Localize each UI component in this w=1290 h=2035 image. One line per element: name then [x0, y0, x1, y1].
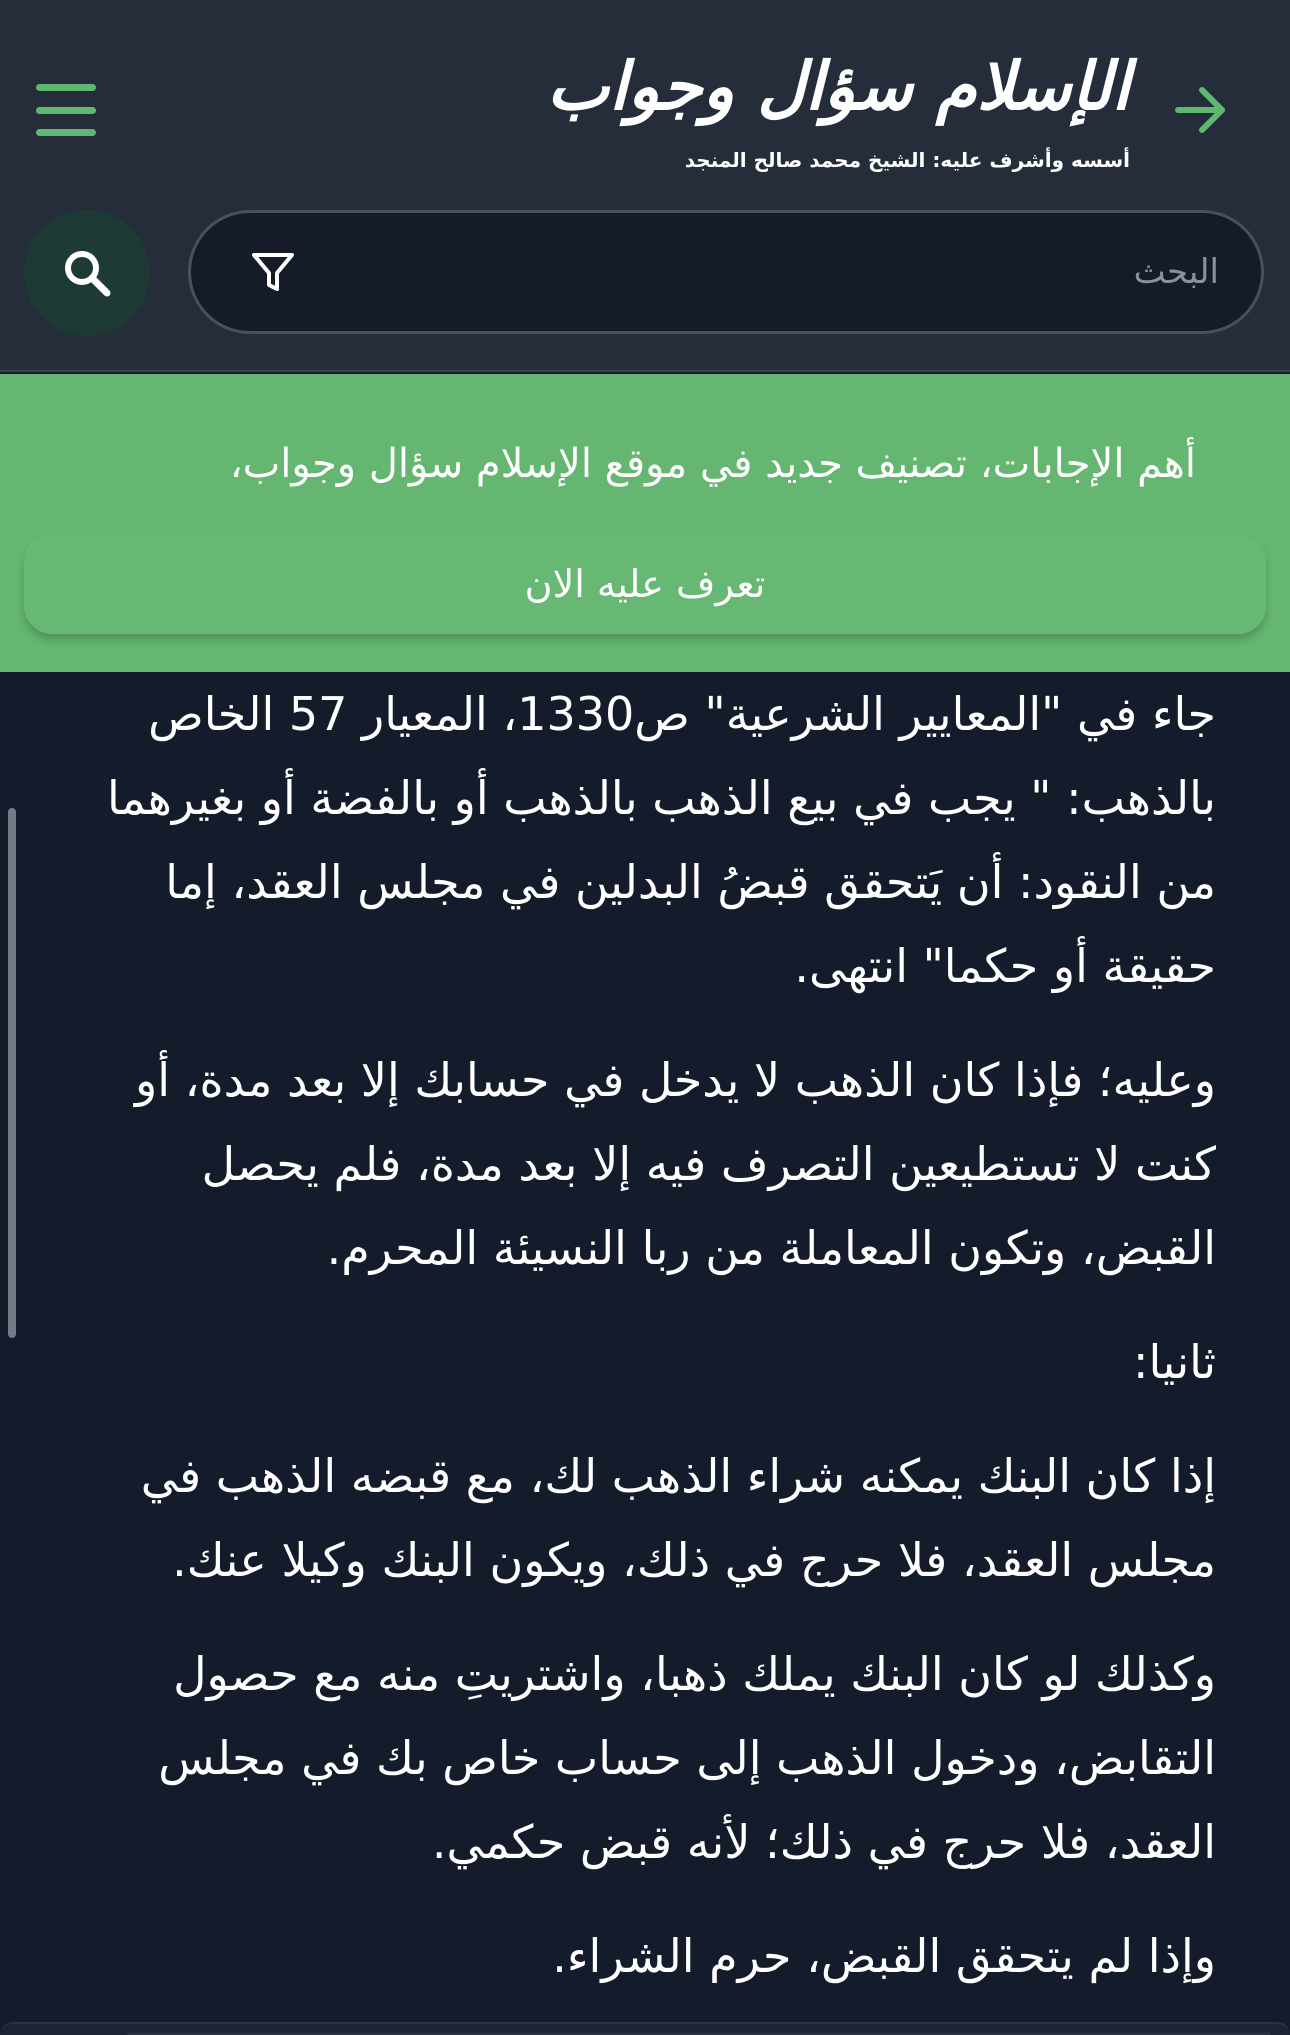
banner-cta-button[interactable]: تعرف عليه الان — [24, 534, 1266, 634]
article-paragraph: وعليه؛ فإذا كان الذهب لا يدخل في حسابك إلا بعد مدة، أو كنت لا تستطيعين التصرف فيه إلا بعد مدة، فلم يحصل القبض، وتكون المعاملة من ربا النسيئة المحرم. — [135, 1053, 1216, 1275]
bottom-sheet-edge — [0, 2022, 1290, 2035]
article-paragraph: جاء في "المعايير الشرعية" ص1330، المعيار 57 الخاص بالذهب: " يجب في بيع الذهب بالذهب أو بالفضة أو بغيرهما من النقود: أن يَتحقق قبضُ البدلين في مجلس العقد، إما حقيقة أو حكما" انتهى. — [107, 687, 1216, 993]
site-logo-subtitle: أسسه وأشرف عليه: الشيخ محمد صالح المنجد — [684, 148, 1130, 172]
article-body — [86, 672, 1216, 2028]
site-logo-title[interactable]: الإسلام سؤال وجواب — [547, 47, 1130, 125]
menu-line — [36, 84, 96, 91]
search-bar — [188, 210, 1264, 334]
arrow-right-icon[interactable] — [1172, 80, 1232, 140]
filter-funnel-icon[interactable] — [249, 249, 297, 297]
hamburger-menu-icon[interactable] — [36, 84, 96, 136]
article-paragraph: إذا كان البنك يمكنه شراء الذهب لك، مع قبضه الذهب في مجلس العقد، فلا حرج في ذلك، ويكون البنك وكيلا عنك. — [140, 1449, 1216, 1587]
search-button[interactable] — [24, 210, 150, 336]
site-header — [0, 0, 1290, 372]
article-paragraph: وإذا لم يتحقق القبض، حرم الشراء. — [552, 1929, 1216, 1983]
menu-line — [36, 107, 96, 114]
menu-line — [36, 129, 96, 136]
article-section-heading: ثانيا: — [1132, 1335, 1216, 1389]
article-paragraph: وكذلك لو كان البنك يملك ذهبا، واشتريتِ منه مع حصول التقابض، ودخول الذهب إلى حساب خاص بك في مجلس العقد، فلا حرج في ذلك؛ لأنه قبض حكمي. — [158, 1647, 1216, 1869]
search-input[interactable] — [421, 213, 1221, 331]
banner-text: أهم الإجابات، تصنيف جديد في موقع الإسلام سؤال وجواب، — [229, 441, 1196, 487]
search-magnifier-icon — [61, 247, 113, 299]
scrollbar-thumb[interactable] — [8, 808, 16, 1338]
promo-banner — [0, 374, 1290, 672]
